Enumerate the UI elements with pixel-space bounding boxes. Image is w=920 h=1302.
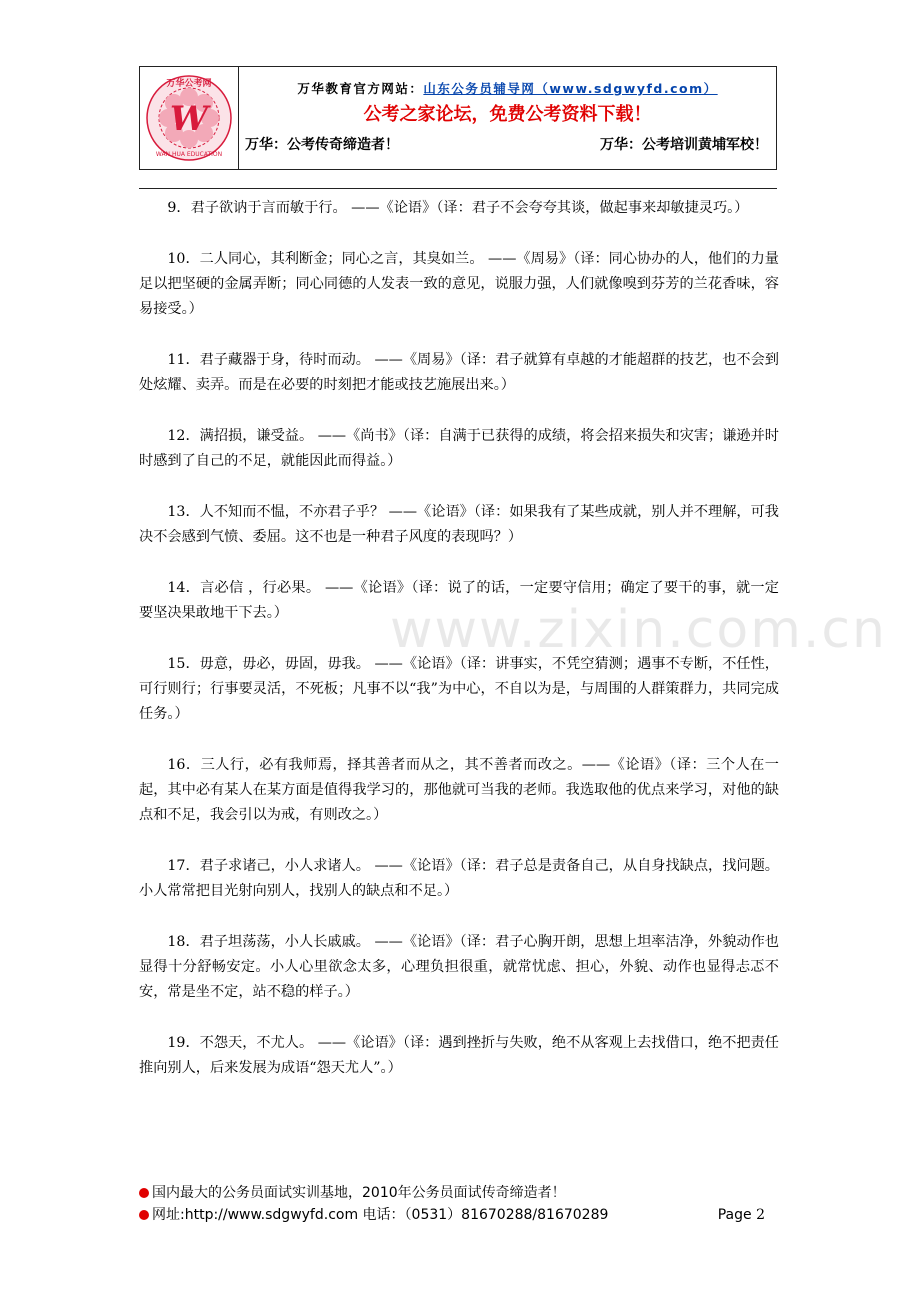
footer-line-1 <box>139 1182 779 1204</box>
footer-contact: 网址:http://www.sdgwyfd.com 电话：（0531）81670288/81670289 <box>152 1207 609 1223</box>
logo-monogram: W <box>169 99 209 139</box>
logo-cell <box>140 67 239 169</box>
header-slogan-left: 万华：公考传奇缔造者！ <box>245 137 399 153</box>
page-label: Page <box>717 1207 752 1223</box>
quote-item: 14．言必信 ，行必果。 ——《论语》（译：说了的话，一定要守信用；确定了要干的事，就一定要坚决果敢地干下去。） <box>139 580 779 621</box>
quote-item: 18．君子坦荡荡，小人长戚戚。 ——《论语》（译：君子心胸开朗，思想上坦率洁净，外貌动作也显得十分舒畅安定。小人心里欲念太多，心理负担很重，就常忧虑、担心，外貌、动作也显得忐忑不安，常是坐不定，站不稳的样子。） <box>139 934 779 1000</box>
header-site-prefix: 万华教育官方网站： <box>297 81 424 96</box>
footer <box>139 1182 779 1226</box>
footer-line-2 <box>139 1204 779 1226</box>
quote-item: 17．君子求诸己，小人求诸人。 ——《论语》（译：君子总是责备自己，从自身找缺点，找问题。小人常常把目光射向别人，找别人的缺点和不足。） <box>139 858 779 899</box>
header-slogan-right: 万华：公考培训黄埔军校！ <box>600 137 768 153</box>
header-site-link[interactable]: 山东公务员辅导网（www.sdgwyfd.com） <box>423 81 718 96</box>
header-text <box>239 67 776 169</box>
quote-item: 13．人不知而不愠，不亦君子乎？ ——《论语》（译：如果我有了某些成就，别人并不理解，可我决不会感到气愤、委屈。这不也是一种君子风度的表现吗？） <box>139 504 779 545</box>
red-bullet-icon <box>139 1188 149 1198</box>
logo-top-text: 万华公考网 <box>166 79 212 89</box>
quote-item: 15．毋意，毋必，毋固，毋我。 ——《论语》（译：讲事实，不凭空猜测；遇事不专断，不任性，可行则行；行事要灵活，不死板；凡事不以“我”为中心，不自以为是，与周围的人群策群力，共同完成任务。） <box>139 656 779 722</box>
footer-slogan: 国内最大的公务员面试实训基地，2010年公务员面试传奇缔造者！ <box>152 1185 566 1201</box>
header-slogans <box>245 134 768 154</box>
quote-list <box>139 196 779 1107</box>
header-divider <box>139 188 777 189</box>
header-site-line <box>239 79 776 97</box>
header-forum-slogan: 公考之家论坛，免费公考资料下载！ <box>363 104 652 125</box>
watermark: www.zixin.com.cn <box>390 600 887 660</box>
logo-bottom-text: WAN HUA EDUCATION <box>155 151 223 158</box>
quote-item: 9．君子欲讷于言而敏于行。 ——《论语》（译：君子不会夸夸其谈，做起事来却敏捷灵巧。） <box>167 200 749 216</box>
quote-item: 11．君子藏器于身，待时而动。 ——《周易》（译：君子就算有卓越的才能超群的技艺，也不会到处炫耀、卖弄。而是在必要的时刻把才能或技艺施展出来。） <box>139 352 779 393</box>
red-bullet-icon <box>139 1210 149 1220</box>
quote-item: 10．二人同心，其利断金；同心之言，其臭如兰。 ——《周易》（译：同心协办的人，他们的力量足以把坚硬的金属弄断；同心同德的人发表一致的意见，说服力强，人们就像嗅到芬芳的兰花香味，容易接受。） <box>139 251 779 317</box>
page-indicator <box>718 1204 765 1226</box>
quote-item: 12．满招损，谦受益。 ——《尚书》（译：自满于已获得的成绩，将会招来损失和灾害；谦逊并时时感到了自己的不足，就能因此而得益。） <box>139 428 779 469</box>
header-box <box>139 66 777 170</box>
quote-item: 16．三人行，必有我师焉，择其善者而从之，其不善者而改之。——《论语》（译：三个人在一起，其中必有某人在某方面是值得我学习的，那他就可当我的老师。我选取他的优点来学习，对他的缺点和不足，我会引以为戒，有则改之。） <box>139 757 779 823</box>
page-number: 2 <box>756 1207 765 1223</box>
quote-item: 19．不怨天，不尤人。 ——《论语》（译：遇到挫折与失败，绝不从客观上去找借口，绝不把责任推向别人，后来发展为成语“怨天尤人”。） <box>139 1035 779 1076</box>
wanhua-education-logo <box>144 73 234 163</box>
